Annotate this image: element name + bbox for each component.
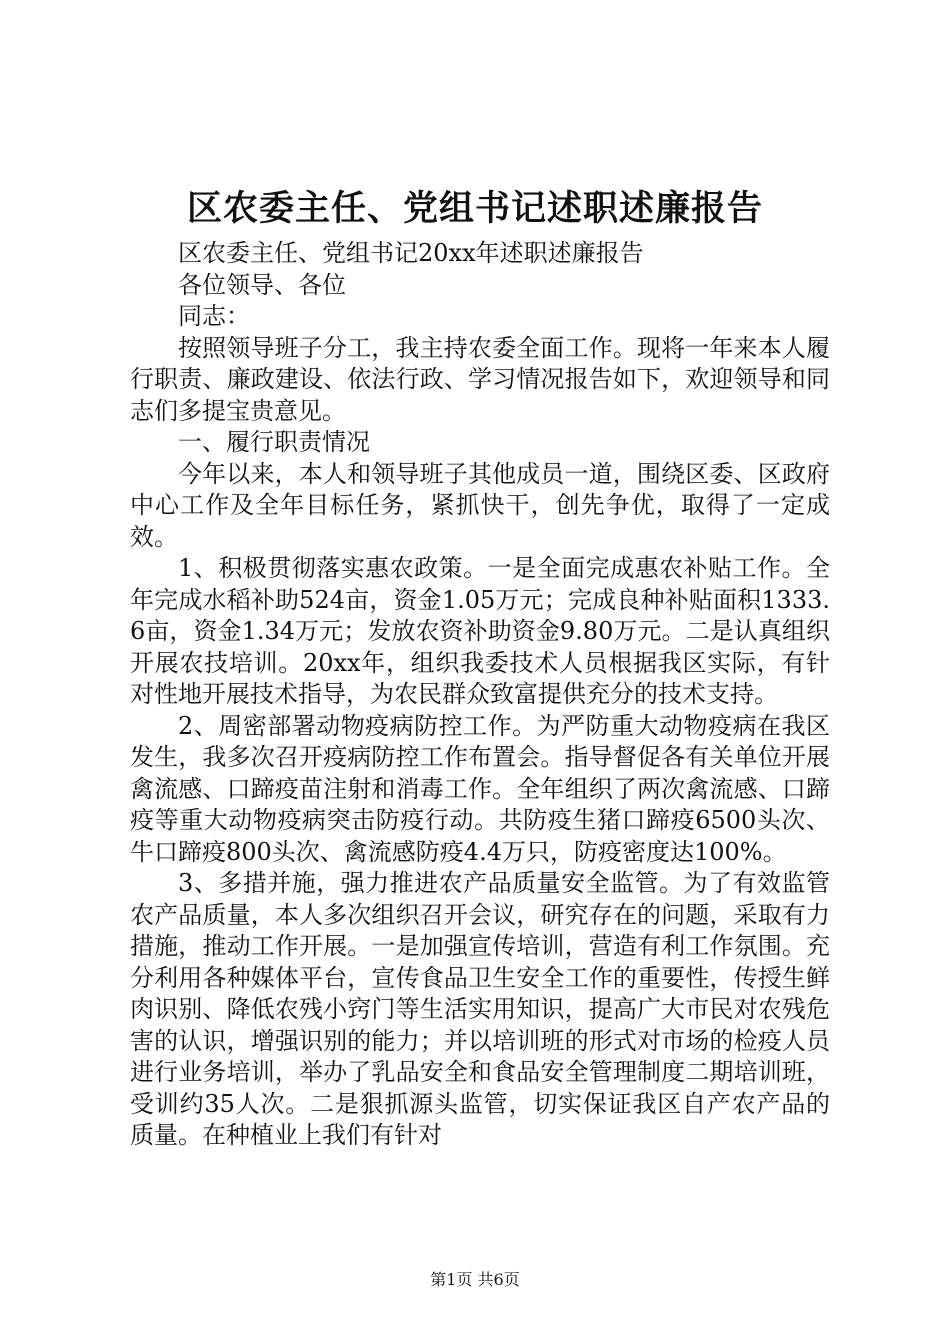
paragraph-overview: 今年以来，本人和领导班子其他成员一道，围绕区委、区政府中心工作及全年目标任务，紧抓快干，创先争优，取得了一定成效。 bbox=[130, 459, 830, 551]
paragraph-salutation: 各位领导、各位 bbox=[178, 270, 346, 299]
paragraph-item-1: 1、积极贯彻落实惠农政策。一是全面完成惠农补贴工作。全年完成水稻补助524亩，资金1.05万元；完成良种补贴面积1333.6亩，资金1.34万元；发放农资补助资金9.80万元。二是认真组织开展农技培训。20xx年，组织我委技术人员根据我区实际，有针对性地开展技术指导，为农民群众致富提供充分的技术支持。 bbox=[130, 554, 830, 708]
paragraph-subtitle: 区农委主任、党组书记20xx年述职述廉报告 bbox=[178, 239, 644, 267]
page-footer: 第1页 共6页 bbox=[430, 1270, 520, 1289]
section-heading-duties: 一、履行职责情况 bbox=[178, 428, 370, 456]
document-title: 区农委主任、党组书记述职述廉报告 bbox=[186, 188, 763, 229]
paragraph-salutation-cont: 同志： bbox=[178, 302, 250, 330]
document-body bbox=[130, 238, 830, 1152]
paragraph-item-2: 2、周密部署动物疫病防控工作。为严防重大动物疫病在我区发生，我多次召开疫病防控工作布置会。指导督促各有关单位开展禽流感、口蹄疫苗注射和消毒工作。全年组织了两次禽流感、口蹄疫等重大动物疫病突击防疫行动。共防疫生猪口蹄疫6500头次、牛口蹄疫800头次、禽流感防疫4.4万只，防疫密度达100%。 bbox=[130, 711, 830, 866]
paragraph-intro: 按照领导班子分工，我主持农委全面工作。现将一年来本人履行职责、廉政建设、依法行政、学习情况报告如下，欢迎领导和同志们多提宝贵意见。 bbox=[130, 333, 830, 425]
paragraph-item-3: 3、多措并施，强力推进农产品质量安全监管。为了有效监管农产品质量，本人多次组织召开会议，研究存在的问题，采取有力措施，推动工作开展。一是加强宣传培训，营造有利工作氛围。充分利用各种媒体平台，宣传食品卫生安全工作的重要性，传授生鲜肉识别、降低农残小窍门等生活实用知识，提高广大市民对农残危害的认识，增强识别的能力；并以培训班的形式对市场的检疫人员进行业务培训，举办了乳品安全和食品安全管理制度二期培训班，受训约35人次。二是狠抓源头监管，切实保证我区自产农产品的质量。在种植业上我们有针对 bbox=[130, 869, 830, 1149]
